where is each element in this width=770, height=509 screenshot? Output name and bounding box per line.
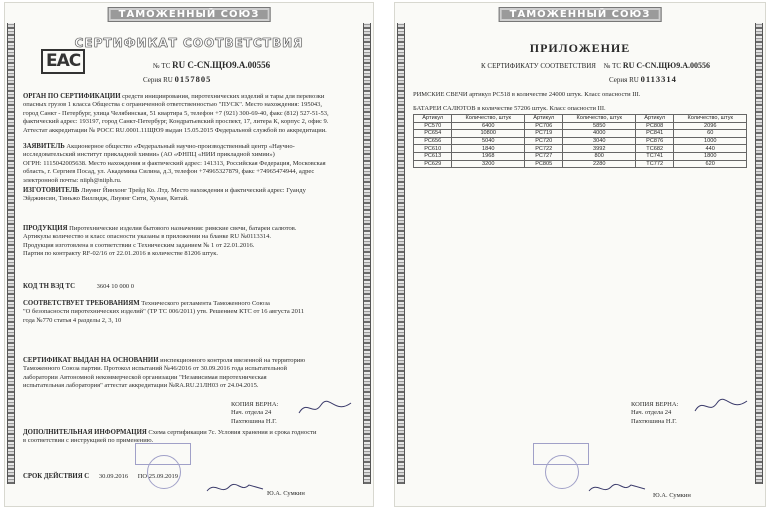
table-cell: 10800: [452, 130, 525, 138]
table-cell: 60: [674, 130, 747, 138]
organ-label: ОРГАН ПО СЕРТИФИКАЦИИ: [23, 93, 121, 100]
appendix-title: ПРИЛОЖЕНИЕ: [529, 41, 631, 55]
table-header-cell: Артикул: [414, 115, 452, 123]
border-ornament-right: [363, 23, 371, 484]
requirements-text-3: года №770 статья 4 разделы 2, 3, 10: [23, 316, 122, 324]
organ-text-5: Аттестат аккредитации № РОСС RU.0001.11ЩЮ9 выдан 15.05.2015 Федеральной службой по аккредитации.: [23, 126, 327, 134]
customs-union-banner: ТАМОЖЕННЫЙ СОЮЗ: [108, 7, 271, 22]
border-ornament-left: [7, 23, 15, 484]
validity-from: 30.09.2016: [98, 473, 129, 480]
table-cell: РС654: [414, 130, 452, 138]
number-prefix: № ТС: [153, 62, 171, 70]
organ-text-2: опасных грузов 1 класса Общества с ограниченной ответственностью "ПУСК". Место нахождения: 195043,: [23, 101, 322, 109]
table-cell: ТС741: [635, 152, 673, 160]
series-line: [143, 74, 211, 84]
tnved-label: КОД ТН ВЭД ТС: [23, 283, 75, 290]
requirements-label: СООТВЕТСТВУЕТ ТРЕБОВАНИЯМ: [23, 300, 140, 307]
tnved-section: [23, 283, 355, 291]
eac-logo: EAC: [41, 49, 85, 74]
certificate-sheet: [4, 2, 374, 507]
series-line: [609, 74, 677, 84]
extra-info-text-1: Схема сертификации 7с. Условия хранения и срока годности: [148, 429, 317, 436]
table-header-cell: Количество, штук: [452, 115, 525, 123]
applicant-text-2: исследовательский институт прикладной химии» (АО «ФНПЦ «НИИ прикладной химии»): [23, 151, 275, 159]
basis-text-4: испытательная лаборатория" аттестат аккредитации №RA.RU.21ЛН03 от 24.04.2015.: [23, 382, 259, 390]
table-cell: 440: [674, 145, 747, 153]
table-cell: РС808: [635, 122, 673, 130]
applicant-text-1: Акционерное общество «Федеральный научно-производственный центр «Научно-: [66, 143, 295, 150]
basis-section: [23, 357, 355, 391]
validity-section: [23, 473, 355, 481]
table-row: [414, 160, 747, 168]
copy-true-dept: Нач. отдела 24: [231, 409, 272, 417]
border-ornament-right: [755, 23, 763, 484]
table-cell: РС706: [524, 122, 562, 130]
signature-copy: [295, 397, 355, 419]
applicant-text-3: ОГРН: 1115042005638. Место нахождения и фактический адрес: 141313, Российская Федерация, Московская: [23, 159, 326, 167]
product-text-2: Артикулы количество и класс опасности указаны в приложении на бланке RU №0113314.: [23, 233, 272, 241]
maker-text-1: Лиуянг Йинхонг Трейд Ко. Лтд. Место нахождения и фактический адрес: Гуанду: [81, 187, 306, 194]
organ-text-3: город Санкт - Петербург, улица Челябинская, 51 квартира 5, телефон +7 (921) 300-69-40, факс (812) 527-51-53,: [23, 109, 329, 117]
articles-table: [413, 114, 747, 168]
table-cell: 1800: [674, 152, 747, 160]
stamp-round: [147, 455, 181, 489]
series-number: 0113314: [640, 74, 677, 84]
applicant-text-5: электронной почты: niiph@niiph.ru.: [23, 176, 122, 184]
validity-to-label: ПО: [137, 473, 148, 480]
signature-copy: [691, 395, 751, 417]
organ-section: [23, 93, 355, 135]
to-cert-label: К СЕРТИФИКАТУ СООТВЕТСТВИЯ: [481, 62, 596, 70]
maker-label: ИЗГОТОВИТЕЛЬ: [23, 187, 80, 194]
table-cell: ТС772: [635, 160, 673, 168]
table-cell: 4000: [563, 130, 636, 138]
table-cell: РС613: [414, 152, 452, 160]
table-cell: 1968: [452, 152, 525, 160]
copy-true-note: [631, 401, 678, 426]
appendix-cert-line: [481, 61, 710, 70]
product-text-1: Пиротехнические изделия бытового назначения: римские свечи, батареи салютов.: [69, 225, 297, 232]
table-header-cell: Артикул: [635, 115, 673, 123]
table-cell: РС570: [414, 122, 452, 130]
requirements-section: [23, 300, 355, 325]
table-header-row: [414, 115, 747, 123]
signer-name: Ю.А. Сумкин: [653, 492, 691, 499]
product-text-4: Партия по контракту RF-02/16 от 22.01.2016 в количестве 81206 штук.: [23, 250, 219, 258]
table-cell: РС610: [414, 145, 452, 153]
product-label: ПРОДУКЦИЯ: [23, 225, 68, 232]
table-row: [414, 152, 747, 160]
certificate-number: RU C-CN.ЩЮ9.А.00556: [622, 61, 710, 70]
table-cell: 2096: [674, 122, 747, 130]
applicant-text-4: область, г. Сергиев Посад, ул. Академика Силина, д.3, телефон +74965327879, факс +74965474944, адрес: [23, 168, 315, 176]
table-cell: 800: [563, 152, 636, 160]
table-cell: РС722: [524, 145, 562, 153]
table-row: [414, 145, 747, 153]
copy-true-name: Пахтюшина Н.Г.: [631, 417, 677, 425]
table-cell: ТС682: [635, 145, 673, 153]
table-cell: 3992: [563, 145, 636, 153]
roman-candles-line: РИМСКИЕ СВЕЧИ артикул РС518 в количестве 24000 штук. Класс опасности III.: [413, 91, 641, 98]
maker-text-2: Эйджинсин, Тиньжо Виллидж, Лиуянг Сити, Хунан, Китай.: [23, 195, 189, 203]
copy-true-name: Пахтюшина Н.Г.: [231, 417, 277, 425]
table-cell: 3200: [452, 160, 525, 168]
maker-section: [23, 187, 355, 204]
requirements-text-2: "О безопасности пиротехнических изделий" (ТР ТС 006/2011) утв. Решением КТС от 16 августа 2011: [23, 308, 305, 316]
table-cell: 5040: [452, 137, 525, 145]
table-cell: РС720: [524, 137, 562, 145]
table-row: [414, 122, 747, 130]
table-cell: РС876: [635, 137, 673, 145]
product-text-3: Продукция изготовлена в соответствии с Техническим заданием № 1 от 22.01.2016.: [23, 241, 255, 249]
copy-true-dept: Нач. отдела 24: [631, 409, 672, 417]
copy-true-label: КОПИЯ ВЕРНА:: [631, 401, 679, 408]
number-prefix: № ТС: [603, 62, 622, 70]
requirements-text-1: Технического регламента Таможенного Союза: [141, 300, 270, 307]
extra-info-text-2: в соответствии с инструкцией по применению.: [23, 437, 154, 445]
certificate-title: СЕРТИФИКАТ СООТВЕТСТВИЯ: [74, 36, 304, 50]
series-label: Серия RU: [609, 76, 639, 84]
table-cell: РС629: [414, 160, 452, 168]
table-cell: РС805: [524, 160, 562, 168]
basis-label: СЕРТИФИКАТ ВЫДАН НА ОСНОВАНИИ: [23, 357, 159, 364]
stamp-round: [545, 455, 579, 489]
battery-line: БАТАРЕИ САЛЮТОВ в количестве 57206 штук. Класс опасности III.: [413, 105, 606, 112]
validity-to: 25.09.2019: [148, 473, 178, 480]
border-ornament-left: [397, 23, 405, 484]
table-header-cell: Артикул: [524, 115, 562, 123]
organ-text-4: фактический адрес: 193197, город Санкт-Петербург, Кондратьевский проспект, 17, литера К, корпус 2, офис 9.: [23, 118, 329, 126]
table-row: [414, 137, 747, 145]
applicant-section: [23, 143, 355, 185]
certificate-number-line: [153, 60, 270, 70]
table-cell: РС656: [414, 137, 452, 145]
applicant-label: ЗАЯВИТЕЛЬ: [23, 143, 65, 150]
table-cell: РС841: [635, 130, 673, 138]
table-cell: РС719: [524, 130, 562, 138]
table-cell: 620: [674, 160, 747, 168]
basis-text-2: Таможенного Союза партии. Протокол испытаний №46/2016 от 30.09.2016 года испытательной: [23, 365, 287, 373]
table-header-cell: Количество, штук: [674, 115, 747, 123]
copy-true-label: КОПИЯ ВЕРНА:: [231, 401, 279, 408]
table-header-cell: Количество, штук: [563, 115, 636, 123]
series-label: Серия RU: [143, 76, 173, 84]
table-cell: 1000: [674, 137, 747, 145]
copy-true-note: [231, 401, 278, 426]
table-row: [414, 130, 747, 138]
extra-info-label: ДОПОЛНИТЕЛЬНАЯ ИНФОРМАЦИЯ: [23, 429, 147, 436]
table-cell: 2280: [563, 160, 636, 168]
organ-text-1: средств инициирования, пиротехнических изделий и тары для перевозки: [122, 93, 325, 100]
signer-name: Ю.А. Сумкин: [267, 490, 305, 497]
table-cell: РС727: [524, 152, 562, 160]
table-cell: 3040: [563, 137, 636, 145]
signature-main: [587, 477, 647, 499]
series-number: 0157805: [174, 74, 212, 84]
basis-text-1: инспекционного контроля ввезенной на территорию: [160, 357, 306, 364]
signature-main: [205, 477, 265, 499]
table-cell: 1840: [452, 145, 525, 153]
table-cell: 5850: [563, 122, 636, 130]
basis-text-3: лаборатории Автономной некоммерческой организации "Независимая пиротехническая: [23, 373, 267, 381]
certificate-number: RU C-CN.ЩЮ9.А.00556: [172, 60, 271, 70]
table-cell: 6400: [452, 122, 525, 130]
validity-label: СРОК ДЕЙСТВИЯ С: [23, 473, 90, 480]
customs-union-banner: ТАМОЖЕННЫЙ СОЮЗ: [499, 7, 662, 22]
tnved-value: 3604 10 000 0: [96, 283, 134, 290]
product-section: [23, 225, 355, 259]
appendix-sheet: [394, 2, 766, 507]
